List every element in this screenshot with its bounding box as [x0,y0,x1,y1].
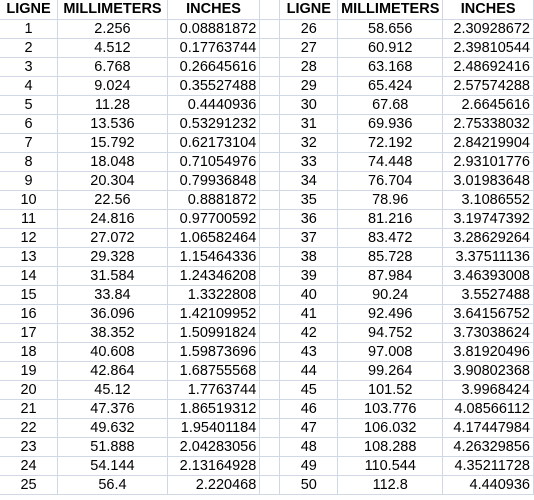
ligne-cell[interactable]: 26 [280,19,338,38]
inches-cell[interactable]: 0.08881872 [167,19,259,38]
table-row [0,19,534,38]
ligne-cell[interactable]: 50 [280,475,338,494]
millimeters-cell[interactable]: 2.256 [58,19,168,38]
ligne-cell[interactable]: 6 [0,114,58,133]
ligne-cell[interactable]: 27 [280,38,338,57]
inches-cell[interactable]: 4.35211728 [443,456,534,475]
millimeters-cell[interactable]: 81.216 [338,209,443,228]
table-row [0,266,534,285]
ligne-cell[interactable]: 12 [0,228,58,247]
table-row [0,171,534,190]
ligne-cell[interactable]: 32 [280,133,338,152]
inches-cell[interactable]: 1.06582464 [167,228,259,247]
inches-cell[interactable]: 3.90802368 [443,361,534,380]
ligne-cell[interactable]: 8 [0,152,58,171]
empty-gap-cell[interactable] [260,475,280,494]
ligne-cell[interactable]: 39 [280,266,338,285]
table-row [0,361,534,380]
table-row [0,456,534,475]
ligne-cell[interactable]: 45 [280,380,338,399]
table-row [0,380,534,399]
empty-gap-cell[interactable] [260,418,280,437]
inches-cell[interactable]: 0.79936848 [167,171,259,190]
empty-gap-cell[interactable] [260,114,280,133]
inches-cell[interactable]: 4.08566112 [443,399,534,418]
inches-cell[interactable]: 1.24346208 [167,266,259,285]
table-row [0,133,534,152]
inches-cell[interactable]: 0.53291232 [167,114,259,133]
ligne-cell[interactable]: 10 [0,190,58,209]
inches-cell[interactable]: 2.13164928 [167,456,259,475]
ligne-cell[interactable]: 16 [0,304,58,323]
inches-cell[interactable]: 1.50991824 [167,323,259,342]
millimeters-cell[interactable]: 108.288 [338,437,443,456]
millimeters-cell[interactable]: 78.96 [338,190,443,209]
table-row [0,190,534,209]
inches-cell[interactable]: 1.15464336 [167,247,259,266]
inches-cell[interactable]: 1.86519312 [167,399,259,418]
millimeters-cell[interactable]: 22.56 [58,190,168,209]
millimeters-cell[interactable]: 11.28 [58,95,168,114]
inches-cell[interactable]: 0.4440936 [167,95,259,114]
millimeters-cell[interactable]: 99.264 [338,361,443,380]
millimeters-cell[interactable]: 49.632 [58,418,168,437]
inches-cell[interactable]: 3.73038624 [443,323,534,342]
empty-gap-cell[interactable] [260,323,280,342]
millimeters-cell[interactable]: 20.304 [58,171,168,190]
empty-gap-cell[interactable] [260,133,280,152]
inches-cell[interactable]: 3.81920496 [443,342,534,361]
ligne-cell[interactable]: 40 [280,285,338,304]
ligne-cell[interactable]: 7 [0,133,58,152]
millimeters-cell[interactable]: 103.776 [338,399,443,418]
inches-cell[interactable]: 4.440936 [443,475,534,494]
ligne-cell[interactable]: 20 [0,380,58,399]
inches-cell[interactable]: 4.17447984 [443,418,534,437]
ligne-cell[interactable]: 33 [280,152,338,171]
header-ligne-right[interactable]: LIGNE [280,0,338,19]
table-row [0,323,534,342]
empty-gap-cell[interactable] [260,57,280,76]
ligne-cell[interactable]: 36 [280,209,338,228]
millimeters-cell[interactable]: 51.888 [58,437,168,456]
millimeters-cell[interactable]: 47.376 [58,399,168,418]
ligne-cell[interactable]: 11 [0,209,58,228]
ligne-cell[interactable]: 31 [280,114,338,133]
millimeters-cell[interactable]: 36.096 [58,304,168,323]
ligne-cell[interactable]: 19 [0,361,58,380]
header-inches-right[interactable]: INCHES [443,0,534,19]
ligne-cell[interactable]: 2 [0,38,58,57]
inches-cell[interactable]: 2.57574288 [443,76,534,95]
table-row [0,228,534,247]
ligne-cell[interactable]: 18 [0,342,58,361]
ligne-cell[interactable]: 35 [280,190,338,209]
table-row [0,38,534,57]
ligne-cell[interactable]: 5 [0,95,58,114]
ligne-cell[interactable]: 48 [280,437,338,456]
ligne-cell[interactable]: 42 [280,323,338,342]
header-millimeters-right[interactable]: MILLIMETERS [338,0,443,19]
table-row [0,475,534,494]
inches-cell[interactable]: 2.75338032 [443,114,534,133]
table-row [0,418,534,437]
millimeters-cell[interactable]: 42.864 [58,361,168,380]
empty-gap-cell[interactable] [260,76,280,95]
inches-cell[interactable]: 2.48692416 [443,57,534,76]
ligne-cell[interactable]: 1 [0,19,58,38]
header-millimeters-left[interactable]: MILLIMETERS [58,0,168,19]
inches-cell[interactable]: 4.26329856 [443,437,534,456]
millimeters-cell[interactable]: 60.912 [338,38,443,57]
inches-cell[interactable]: 0.35527488 [167,76,259,95]
millimeters-cell[interactable]: 106.032 [338,418,443,437]
millimeters-cell[interactable]: 67.68 [338,95,443,114]
millimeters-cell[interactable]: 58.656 [338,19,443,38]
empty-gap-cell[interactable] [260,95,280,114]
millimeters-cell[interactable]: 40.608 [58,342,168,361]
millimeters-cell[interactable]: 69.936 [338,114,443,133]
empty-gap-cell[interactable] [260,342,280,361]
millimeters-cell[interactable]: 92.496 [338,304,443,323]
inches-cell[interactable]: 1.59873696 [167,342,259,361]
inches-cell[interactable]: 3.46393008 [443,266,534,285]
ligne-cell[interactable]: 13 [0,247,58,266]
empty-gap-cell[interactable] [260,266,280,285]
inches-cell[interactable]: 3.19747392 [443,209,534,228]
inches-cell[interactable]: 1.7763744 [167,380,259,399]
millimeters-cell[interactable]: 101.52 [338,380,443,399]
table-row [0,152,534,171]
inches-cell[interactable]: 1.42109952 [167,304,259,323]
inches-cell[interactable]: 0.62173104 [167,133,259,152]
table-row [0,437,534,456]
ligne-cell[interactable]: 47 [280,418,338,437]
millimeters-cell[interactable]: 38.352 [58,323,168,342]
empty-gap-cell[interactable] [260,361,280,380]
millimeters-cell[interactable]: 74.448 [338,152,443,171]
ligne-cell[interactable]: 24 [0,456,58,475]
header-inches-left[interactable]: INCHES [167,0,259,19]
inches-cell[interactable]: 3.5527488 [443,285,534,304]
inches-cell[interactable]: 2.84219904 [443,133,534,152]
inches-cell[interactable]: 0.97700592 [167,209,259,228]
millimeters-cell[interactable]: 24.816 [58,209,168,228]
inches-cell[interactable]: 2.6645616 [443,95,534,114]
ligne-cell[interactable]: 25 [0,475,58,494]
millimeters-cell[interactable]: 83.472 [338,228,443,247]
ligne-cell[interactable]: 3 [0,57,58,76]
empty-gap-cell[interactable] [260,209,280,228]
millimeters-cell[interactable]: 90.24 [338,285,443,304]
table-row [0,247,534,266]
empty-gap-cell[interactable] [260,304,280,323]
millimeters-cell[interactable]: 27.072 [58,228,168,247]
ligne-cell[interactable]: 4 [0,76,58,95]
table-row [0,399,534,418]
ligne-cell[interactable]: 49 [280,456,338,475]
ligne-cell[interactable]: 44 [280,361,338,380]
inches-cell[interactable]: 0.17763744 [167,38,259,57]
millimeters-cell[interactable]: 110.544 [338,456,443,475]
table-row [0,285,534,304]
inches-cell[interactable]: 3.01983648 [443,171,534,190]
table-row [0,95,534,114]
ligne-cell[interactable]: 30 [280,95,338,114]
inches-cell[interactable]: 1.3322808 [167,285,259,304]
ligne-cell[interactable]: 9 [0,171,58,190]
ligne-cell[interactable]: 28 [280,57,338,76]
millimeters-cell[interactable]: 65.424 [338,76,443,95]
millimeters-cell[interactable]: 33.84 [58,285,168,304]
table-row [0,57,534,76]
ligne-cell[interactable]: 15 [0,285,58,304]
ligne-cell[interactable]: 38 [280,247,338,266]
header-ligne-left[interactable]: LIGNE [0,0,58,19]
empty-gap-cell[interactable] [260,171,280,190]
inches-cell[interactable]: 3.37511136 [443,247,534,266]
table-row [0,114,534,133]
millimeters-cell[interactable]: 72.192 [338,133,443,152]
millimeters-cell[interactable]: 45.12 [58,380,168,399]
millimeters-cell[interactable]: 15.792 [58,133,168,152]
ligne-cell[interactable]: 37 [280,228,338,247]
inches-cell[interactable]: 0.26645616 [167,57,259,76]
millimeters-cell[interactable]: 94.752 [338,323,443,342]
ligne-cell[interactable]: 29 [280,76,338,95]
millimeters-cell[interactable]: 18.048 [58,152,168,171]
ligne-cell[interactable]: 43 [280,342,338,361]
inches-cell[interactable]: 3.9968424 [443,380,534,399]
inches-cell[interactable]: 2.04283056 [167,437,259,456]
table-row [0,209,534,228]
inches-cell[interactable]: 3.64156752 [443,304,534,323]
empty-gap-cell[interactable] [260,456,280,475]
millimeters-cell[interactable]: 13.536 [58,114,168,133]
empty-gap-cell[interactable] [260,38,280,57]
ligne-cell[interactable]: 21 [0,399,58,418]
empty-gap-cell[interactable] [260,285,280,304]
inches-cell[interactable]: 2.39810544 [443,38,534,57]
header-row [0,0,534,19]
empty-gap-cell[interactable] [260,0,280,19]
ligne-cell[interactable]: 23 [0,437,58,456]
inches-cell[interactable]: 2.93101776 [443,152,534,171]
millimeters-cell[interactable]: 9.024 [58,76,168,95]
millimeters-cell[interactable]: 87.984 [338,266,443,285]
empty-gap-cell[interactable] [260,380,280,399]
ligne-cell[interactable]: 22 [0,418,58,437]
empty-gap-cell[interactable] [260,437,280,456]
inches-cell[interactable]: 2.220468 [167,475,259,494]
table-row [0,342,534,361]
inches-cell[interactable]: 0.8881872 [167,190,259,209]
millimeters-cell[interactable]: 29.328 [58,247,168,266]
empty-gap-cell[interactable] [260,190,280,209]
millimeters-cell[interactable]: 63.168 [338,57,443,76]
inches-cell[interactable]: 3.28629264 [443,228,534,247]
empty-gap-cell[interactable] [260,152,280,171]
millimeters-cell[interactable]: 31.584 [58,266,168,285]
inches-cell[interactable]: 1.68755568 [167,361,259,380]
table-row [0,304,534,323]
ligne-cell[interactable]: 17 [0,323,58,342]
empty-gap-cell[interactable] [260,228,280,247]
inches-cell[interactable]: 1.95401184 [167,418,259,437]
empty-gap-cell[interactable] [260,247,280,266]
millimeters-cell[interactable]: 112.8 [338,475,443,494]
table-body [0,19,534,494]
millimeters-cell[interactable]: 4.512 [58,38,168,57]
inches-cell[interactable]: 0.71054976 [167,152,259,171]
millimeters-cell[interactable]: 76.704 [338,171,443,190]
table-row [0,76,534,95]
ligne-cell[interactable]: 41 [280,304,338,323]
millimeters-cell[interactable]: 56.4 [58,475,168,494]
ligne-cell[interactable]: 14 [0,266,58,285]
inches-cell[interactable]: 3.1086552 [443,190,534,209]
millimeters-cell[interactable]: 97.008 [338,342,443,361]
millimeters-cell[interactable]: 85.728 [338,247,443,266]
ligne-cell[interactable]: 34 [280,171,338,190]
millimeters-cell[interactable]: 6.768 [58,57,168,76]
millimeters-cell[interactable]: 54.144 [58,456,168,475]
empty-gap-cell[interactable] [260,399,280,418]
empty-gap-cell[interactable] [260,19,280,38]
ligne-cell[interactable]: 46 [280,399,338,418]
inches-cell[interactable]: 2.30928672 [443,19,534,38]
